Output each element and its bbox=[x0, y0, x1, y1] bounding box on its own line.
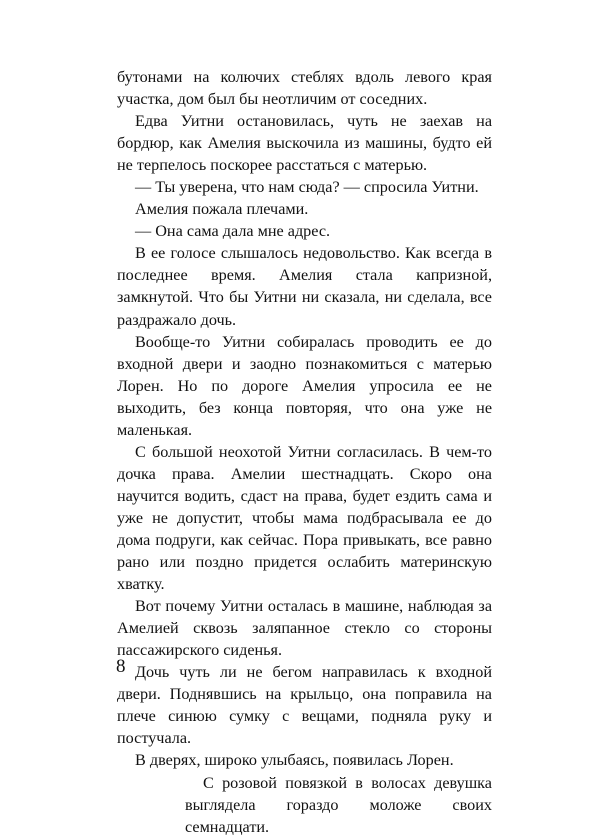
paragraph: В ее голосе слышалось недовольство. Как всегда в последнее время. Амелия стала капризной, замкнутой. Что бы Уитни ни сказала, ни сделала, все раздражало дочь. bbox=[117, 244, 492, 329]
paragraph: В дверях, широко улыбаясь, появилась Лорен. bbox=[135, 751, 454, 770]
paragraph: С большой неохотой Уитни согласилась. В чем-то дочка права. Амелии шестнадцать. Скоро она научится водить, сдаст на права, будет ездить сама и уже не допустит, чтобы мама подбрасывала ее до дома подруги, как сейчас. Пора привыкать, все равно рано или поздно придется ослабить материнскую хватку. bbox=[117, 442, 492, 594]
paragraph: Едва Уитни остановилась, чуть не заехав на бордюр, как Амелия выскочила из машины, будто ей не терпелось поскорее расстаться с матерью. bbox=[117, 112, 492, 175]
paragraph: С розовой повязкой в волосах девушка выглядела гораздо моложе своих семнадцати. bbox=[185, 773, 492, 836]
page-number: 8 bbox=[116, 656, 126, 677]
paragraph: Дочь чуть ли не бегом направилась к входной двери. Поднявшись на крыльцо, она поправила на плече синюю сумку с вещами, подняла руку и постучала. bbox=[117, 663, 492, 748]
paragraph-continuation: бутонами на колючих стеблях вдоль левого края участка, дом был бы неотличим от соседних. bbox=[117, 68, 492, 109]
dialogue-line: — Она сама дала мне адрес. bbox=[135, 222, 331, 241]
paragraph: Вообще-то Уитни собиралась проводить ее до входной двери и заодно познакомиться с матерью Лорен. Но по дороге Амелия упросила ее не выходить, без конца повторяя, что она уже не маленькая. bbox=[117, 332, 492, 439]
dialogue-line: — Ты уверена, что нам сюда? — спросила Уитни. bbox=[135, 178, 479, 197]
paragraph: Амелия пожала плечами. bbox=[135, 200, 309, 219]
paragraph: Вот почему Уитни осталась в машине, наблюдая за Амелией сквозь заляпанное стекло со стороны пассажирского сиденья. bbox=[117, 597, 492, 660]
page-body bbox=[117, 66, 492, 838]
